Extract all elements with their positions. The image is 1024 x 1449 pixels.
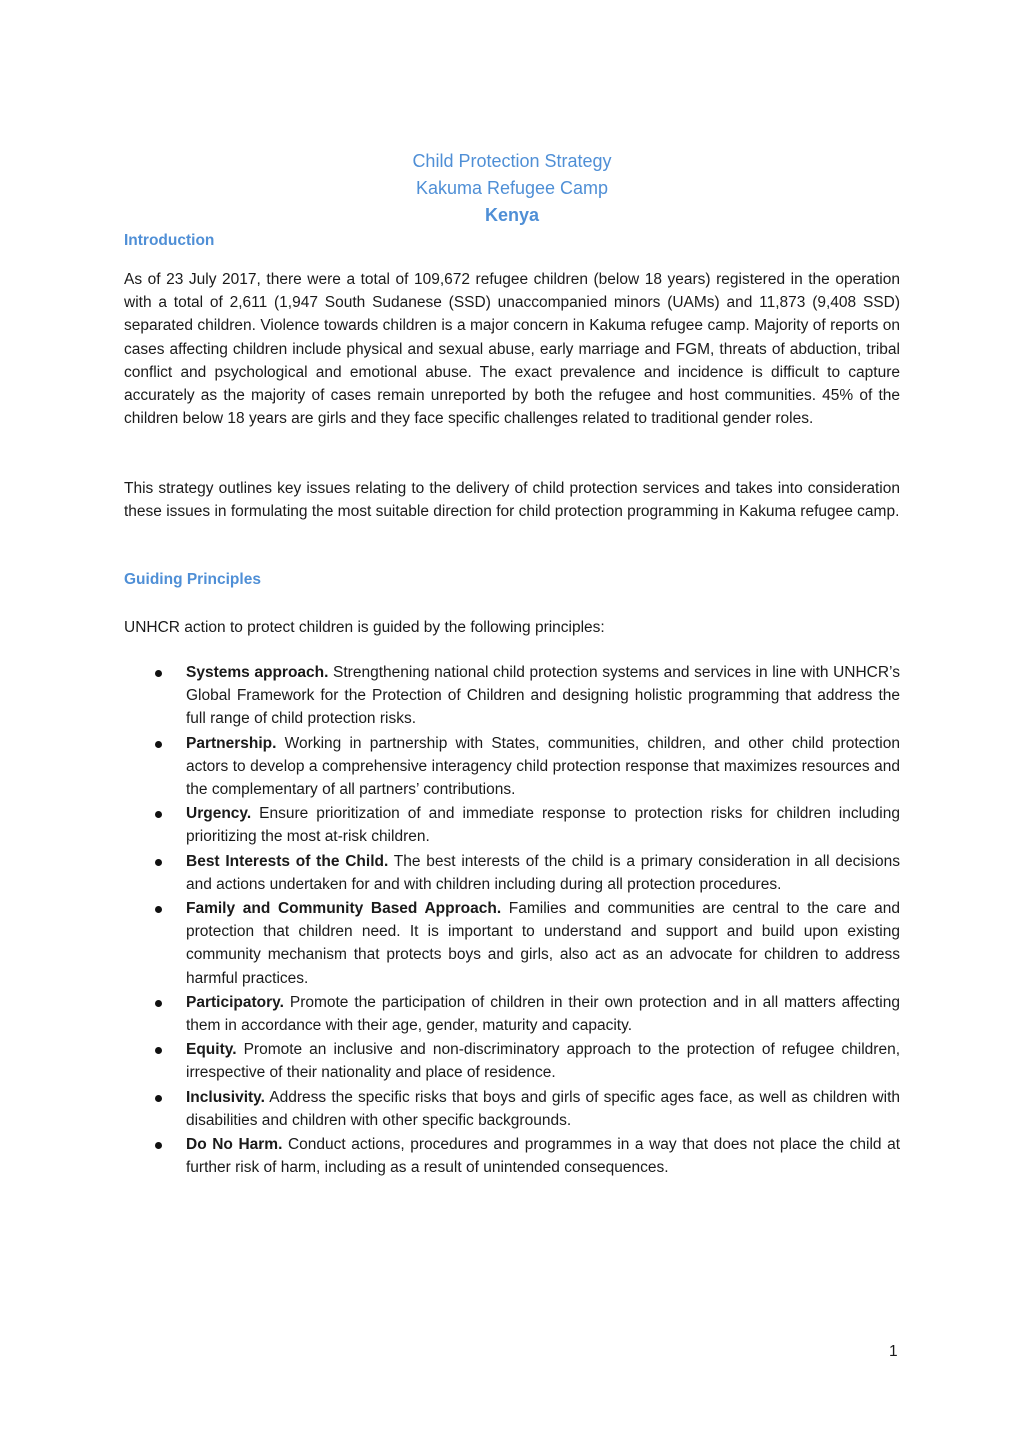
document-subtitle-country: Kenya: [484, 205, 540, 225]
principle-text: Address the specific risks that boys and girls of specific ages face, as well as children with disabilities and children with other specific backgrounds.: [186, 1088, 900, 1129]
principle-list-item: [124, 991, 900, 1037]
principle-list-item: [124, 732, 900, 802]
principle-title: Family and Community Based Approach.: [186, 900, 502, 918]
principle-title: Equity.: [186, 1041, 237, 1059]
bullet-icon: [155, 670, 162, 677]
principle-text: Working in partnership with States, communities, children, and other child protection actors to develop a comprehensive interagency child protection response that maximizes resources and the complementary of all partners’ contributions.: [186, 734, 900, 799]
guiding-principles-intro: UNHCR action to protect children is guided by the following principles:: [124, 619, 605, 636]
principle-text: Strengthening national child protection systems and services in line with UNHCR’s Global Framework for the Protection of Children and designing holistic programming that address the full range of child protection risks.: [186, 664, 900, 728]
principle-text: The best interests of the child is a primary consideration in all decisions and actions undertaken for and with children including during all protection procedures.: [186, 852, 900, 893]
guiding-principles-list: [124, 661, 900, 1180]
guiding-principles-heading: Guiding Principles: [124, 571, 261, 588]
principle-list-item: [124, 1086, 900, 1132]
principle-text: Promote an inclusive and non-discriminatory approach to the protection of refugee children, irrespective of their nationality and place of residence.: [186, 1041, 900, 1082]
bullet-icon: [155, 741, 162, 748]
principle-title: Inclusivity.: [186, 1088, 265, 1106]
document-title-block: [0, 148, 1024, 229]
bullet-icon: [155, 1095, 162, 1102]
principle-title: Partnership.: [186, 734, 277, 752]
principle-title: Urgency.: [186, 805, 252, 823]
principle-list-item: [124, 1133, 900, 1179]
bullet-icon: [155, 1142, 162, 1149]
principle-text: Promote the participation of children in their own protection and in all matters affecting them in accordance with their age, gender, maturity and capacity.: [186, 993, 900, 1035]
principle-text: Conduct actions, procedures and programmes in a way that does not place the child at further risk of harm, including as a result of unintended consequences.: [186, 1136, 900, 1177]
introduction-heading: Introduction: [124, 232, 215, 249]
bullet-icon: [155, 906, 162, 913]
principle-title: Best Interests of the Child.: [186, 852, 389, 870]
principle-list-item: [124, 1038, 900, 1084]
bullet-icon: [155, 811, 162, 818]
bullet-icon: [155, 1000, 162, 1007]
document-title: Child Protection Strategy: [412, 151, 612, 171]
introduction-paragraph-1: As of 23 July 2017, there were a total of 109,672 refugee children (below 18 years) registered in the operation with a total of 2,611 (1,947 South Sudanese (SSD) unaccompanied minors (UAMs) and 11,873 (9,408 SSD) separated children. Violence towards children is a major concern in Kakuma refugee camp. Majority of reports on cases affecting children include physical and sexual abuse, early marriage and FGM, threats of abduction, tribal conflict and psychological and emotional abuse. The exact prevalence and incidence is difficult to capture accurately as the majority of cases remain unreported by both the refugee and host communities. 45% of the children below 18 years are girls and they face specific challenges related to traditional gender roles.: [124, 271, 900, 428]
document-subtitle-location: Kakuma Refugee Camp: [415, 178, 609, 198]
principle-list-item: [124, 661, 900, 731]
principle-list-item: [124, 802, 900, 848]
principle-title: Do No Harm.: [186, 1136, 283, 1154]
principle-title: Participatory.: [186, 993, 284, 1011]
bullet-icon: [155, 859, 162, 866]
principle-text: Families and communities are central to the care and protection that children need. It is important to understand and support and build upon existing community mechanism that protects boys and girls, also act as an advocate for children to address harmful practices.: [186, 900, 900, 987]
principle-title: Systems approach.: [186, 664, 329, 681]
bullet-icon: [155, 1047, 162, 1054]
introduction-paragraph-2: This strategy outlines key issues relating to the delivery of child protection services and takes into consideration these issues in formulating the most suitable direction for child protection programming in Kakuma refugee camp.: [124, 480, 900, 521]
principle-list-item: [124, 897, 900, 990]
page-number: 1: [889, 1343, 898, 1360]
principle-list-item: [124, 850, 900, 896]
principle-text: Ensure prioritization of and immediate response to protection risks for children including prioritizing the most at-risk children.: [186, 805, 900, 846]
